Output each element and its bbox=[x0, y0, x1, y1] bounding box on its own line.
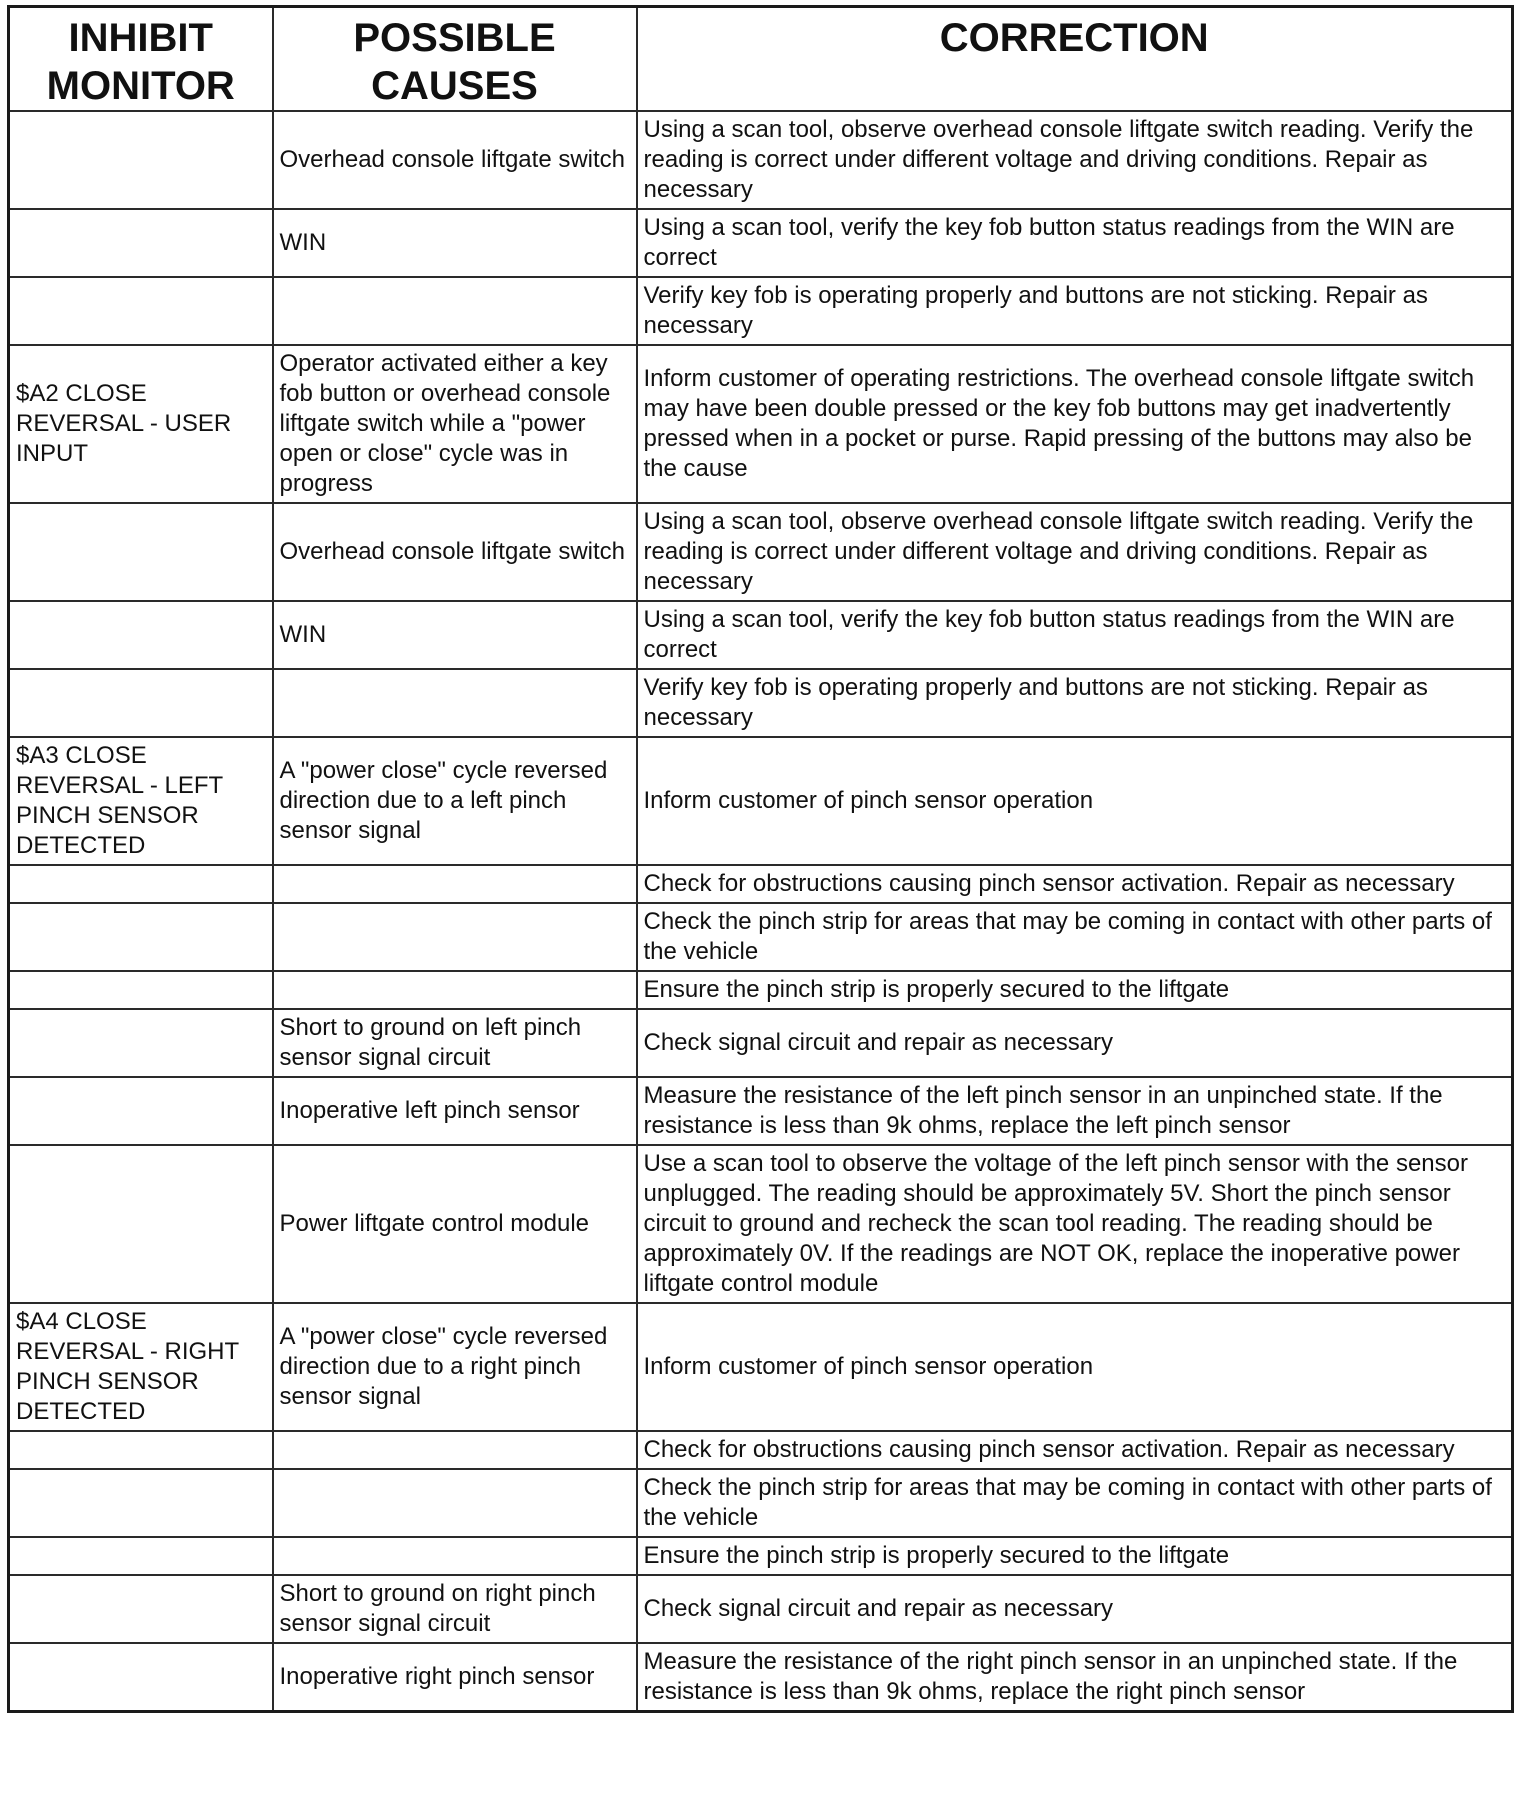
header-possible-causes-label: POSSIBLE CAUSES bbox=[353, 16, 556, 108]
header-row bbox=[9, 7, 1513, 112]
monitor-cell bbox=[9, 601, 273, 669]
cause-cell bbox=[273, 1469, 637, 1537]
cause-cell: WIN bbox=[273, 209, 637, 277]
cause-cell: A "power close" cycle reversed direction due to a right pinch sensor signal bbox=[273, 1303, 637, 1431]
correction-cell: Inform customer of pinch sensor operation bbox=[637, 1303, 1513, 1431]
correction-cell: Inform customer of pinch sensor operation bbox=[637, 737, 1513, 865]
header-possible-causes bbox=[273, 7, 637, 112]
table-row bbox=[9, 601, 1513, 669]
correction-cell: Use a scan tool to observe the voltage of the left pinch sensor with the sensor unplugged. The reading should be approximately 5V. Short the pinch sensor circuit to ground and recheck the scan tool reading. The reading should be approximately 0V. If the readings are NOT OK, replace the inoperative power liftgate control module bbox=[637, 1145, 1513, 1303]
correction-cell: Check for obstructions causing pinch sensor activation. Repair as necessary bbox=[637, 865, 1513, 903]
cause-cell: Short to ground on left pinch sensor signal circuit bbox=[273, 1009, 637, 1077]
table-row bbox=[9, 669, 1513, 737]
table-row bbox=[9, 1537, 1513, 1575]
cause-cell: Inoperative right pinch sensor bbox=[273, 1643, 637, 1712]
header-inhibit-monitor bbox=[9, 7, 273, 112]
correction-cell: Measure the resistance of the left pinch sensor in an unpinched state. If the resistance is less than 9k ohms, replace the left pinch sensor bbox=[637, 1077, 1513, 1145]
cause-cell: WIN bbox=[273, 601, 637, 669]
cause-cell: Short to ground on right pinch sensor signal circuit bbox=[273, 1575, 637, 1643]
correction-cell: Ensure the pinch strip is properly secured to the liftgate bbox=[637, 1537, 1513, 1575]
cause-cell bbox=[273, 971, 637, 1009]
table-row bbox=[9, 865, 1513, 903]
header-correction-label: CORRECTION bbox=[939, 16, 1209, 60]
monitor-cell bbox=[9, 503, 273, 601]
correction-cell: Ensure the pinch strip is properly secured to the liftgate bbox=[637, 971, 1513, 1009]
monitor-cell bbox=[9, 1077, 273, 1145]
monitor-cell bbox=[9, 971, 273, 1009]
table-row bbox=[9, 1009, 1513, 1077]
correction-cell: Using a scan tool, observe overhead console liftgate switch reading. Verify the reading is correct under different voltage and driving conditions. Repair as necessary bbox=[637, 503, 1513, 601]
correction-cell: Check the pinch strip for areas that may be coming in contact with other parts of the vehicle bbox=[637, 903, 1513, 971]
monitor-cell bbox=[9, 669, 273, 737]
correction-cell: Check for obstructions causing pinch sensor activation. Repair as necessary bbox=[637, 1431, 1513, 1469]
table-row bbox=[9, 209, 1513, 277]
correction-cell: Check signal circuit and repair as necessary bbox=[637, 1009, 1513, 1077]
monitor-cell: $A2 CLOSE REVERSAL - USER INPUT bbox=[9, 345, 273, 503]
monitor-cell: $A4 CLOSE REVERSAL - RIGHT PINCH SENSOR DETECTED bbox=[9, 1303, 273, 1431]
cause-cell bbox=[273, 277, 637, 345]
table-row bbox=[9, 903, 1513, 971]
monitor-cell bbox=[9, 865, 273, 903]
cause-cell: Inoperative left pinch sensor bbox=[273, 1077, 637, 1145]
correction-cell: Using a scan tool, verify the key fob button status readings from the WIN are correct bbox=[637, 209, 1513, 277]
monitor-cell bbox=[9, 1431, 273, 1469]
monitor-cell bbox=[9, 1537, 273, 1575]
table-row bbox=[9, 277, 1513, 345]
table-row bbox=[9, 1575, 1513, 1643]
cause-cell bbox=[273, 865, 637, 903]
table-row bbox=[9, 1303, 1513, 1431]
cause-cell: Operator activated either a key fob button or overhead console liftgate switch while a "power open or close" cycle was in progress bbox=[273, 345, 637, 503]
table-row bbox=[9, 971, 1513, 1009]
correction-cell: Check signal circuit and repair as necessary bbox=[637, 1575, 1513, 1643]
monitor-cell bbox=[9, 1009, 273, 1077]
table-row bbox=[9, 345, 1513, 503]
monitor-cell bbox=[9, 1575, 273, 1643]
cause-cell: Overhead console liftgate switch bbox=[273, 503, 637, 601]
correction-cell: Verify key fob is operating properly and buttons are not sticking. Repair as necessary bbox=[637, 277, 1513, 345]
table-row bbox=[9, 1077, 1513, 1145]
cause-cell: Power liftgate control module bbox=[273, 1145, 637, 1303]
table-row bbox=[9, 1469, 1513, 1537]
monitor-cell bbox=[9, 1469, 273, 1537]
header-inhibit-monitor-label: INHIBIT MONITOR bbox=[46, 16, 235, 108]
cause-cell bbox=[273, 1537, 637, 1575]
header-correction bbox=[637, 7, 1513, 112]
monitor-cell bbox=[9, 111, 273, 209]
monitor-cell bbox=[9, 1145, 273, 1303]
correction-cell: Check the pinch strip for areas that may be coming in contact with other parts of the vehicle bbox=[637, 1469, 1513, 1537]
cause-cell: A "power close" cycle reversed direction due to a left pinch sensor signal bbox=[273, 737, 637, 865]
cause-cell bbox=[273, 1431, 637, 1469]
correction-cell: Inform customer of operating restrictions. The overhead console liftgate switch may have been double pressed or the key fob buttons may get inadvertently pressed when in a pocket or purse. Rapid pressing of the buttons may also be the cause bbox=[637, 345, 1513, 503]
table-row bbox=[9, 1431, 1513, 1469]
cause-cell bbox=[273, 669, 637, 737]
correction-cell: Verify key fob is operating properly and buttons are not sticking. Repair as necessary bbox=[637, 669, 1513, 737]
monitor-cell bbox=[9, 1643, 273, 1712]
monitor-cell bbox=[9, 209, 273, 277]
table-row bbox=[9, 503, 1513, 601]
table-row bbox=[9, 1643, 1513, 1712]
table-row bbox=[9, 111, 1513, 209]
monitor-cell: $A3 CLOSE REVERSAL - LEFT PINCH SENSOR DETECTED bbox=[9, 737, 273, 865]
cause-cell bbox=[273, 903, 637, 971]
correction-cell: Measure the resistance of the right pinch sensor in an unpinched state. If the resistance is less than 9k ohms, replace the right pinch sensor bbox=[637, 1643, 1513, 1712]
monitor-cell bbox=[9, 277, 273, 345]
diagnostic-table bbox=[7, 5, 1514, 1713]
monitor-cell bbox=[9, 903, 273, 971]
table-row bbox=[9, 737, 1513, 865]
cause-cell: Overhead console liftgate switch bbox=[273, 111, 637, 209]
correction-cell: Using a scan tool, verify the key fob button status readings from the WIN are correct bbox=[637, 601, 1513, 669]
correction-cell: Using a scan tool, observe overhead console liftgate switch reading. Verify the reading is correct under different voltage and driving conditions. Repair as necessary bbox=[637, 111, 1513, 209]
table-row bbox=[9, 1145, 1513, 1303]
